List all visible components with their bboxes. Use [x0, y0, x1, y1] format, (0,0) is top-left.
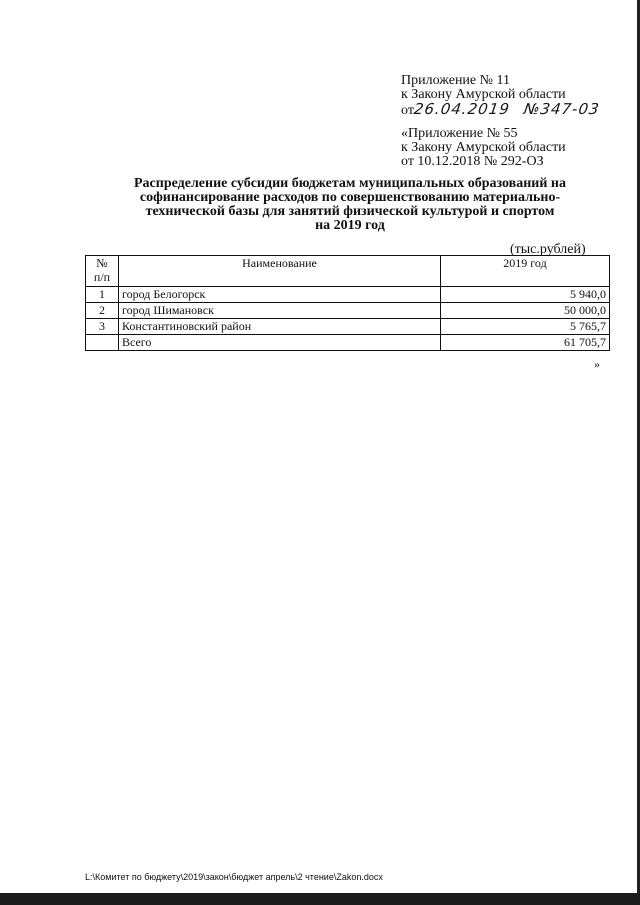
appendix-from: от	[401, 103, 414, 118]
title-line-3: технической базы для занятий физической культурой и спортом	[145, 204, 555, 219]
header-number	[86, 256, 119, 287]
handwritten-date	[413, 102, 601, 116]
document-title	[100, 177, 600, 233]
total-number-cell	[86, 335, 119, 351]
total-label: Всего	[119, 335, 441, 351]
row-number: 2	[86, 303, 119, 319]
handwritten-number: 347-03	[539, 100, 601, 118]
table-row	[86, 319, 610, 335]
prior-appendix-number: «Приложение № 55	[401, 126, 518, 141]
row-name: Константиновский район	[119, 319, 441, 335]
row-value: 5 765,7	[441, 319, 610, 335]
appendix-date-line	[401, 102, 621, 118]
table-header-row	[86, 256, 610, 287]
total-value: 61 705,7	[441, 335, 610, 351]
table-row	[86, 303, 610, 319]
title-line-2: софинансирование расходов по совершенствованию материально-	[139, 190, 561, 205]
row-number: 3	[86, 319, 119, 335]
closing-quote: »	[594, 357, 600, 371]
title-line-4: на 2019 год	[315, 218, 385, 233]
appendix-number: Приложение № 11	[401, 73, 510, 88]
prior-appendix-law: к Закону Амурской области	[401, 140, 566, 155]
row-number: 1	[86, 287, 119, 303]
row-value: 50 000,0	[441, 303, 610, 319]
row-name: город Белогорск	[119, 287, 441, 303]
header-number-abbr: п/п	[93, 270, 111, 284]
file-path-footer: L:\Комитет по бюджету\2019\закон\бюджет апрель\2 чтение\Zakon.docx	[85, 872, 383, 882]
row-value: 5 940,0	[441, 287, 610, 303]
handwritten-date-text: 26.04.2019	[412, 100, 512, 118]
scan-edge-bottom	[0, 893, 640, 905]
table-row	[86, 287, 610, 303]
title-line-1: Распределение субсидии бюджетам муниципальных образований на	[134, 176, 566, 191]
header-name: Наименование	[119, 256, 441, 287]
handwritten-number-sign: №	[522, 100, 542, 118]
prior-appendix-date: от 10.12.2018 № 292-ОЗ	[401, 154, 544, 169]
prior-appendix-header	[401, 127, 621, 169]
appendix-header	[401, 74, 621, 118]
row-name: город Шимановск	[119, 303, 441, 319]
header-number-sign: №	[96, 256, 108, 270]
units-label: (тыс.рублей)	[510, 242, 586, 257]
header-year: 2019 год	[441, 256, 610, 287]
table-total-row	[86, 335, 610, 351]
subsidy-table	[85, 255, 610, 351]
appendix-law: к Закону Амурской области	[401, 87, 566, 102]
